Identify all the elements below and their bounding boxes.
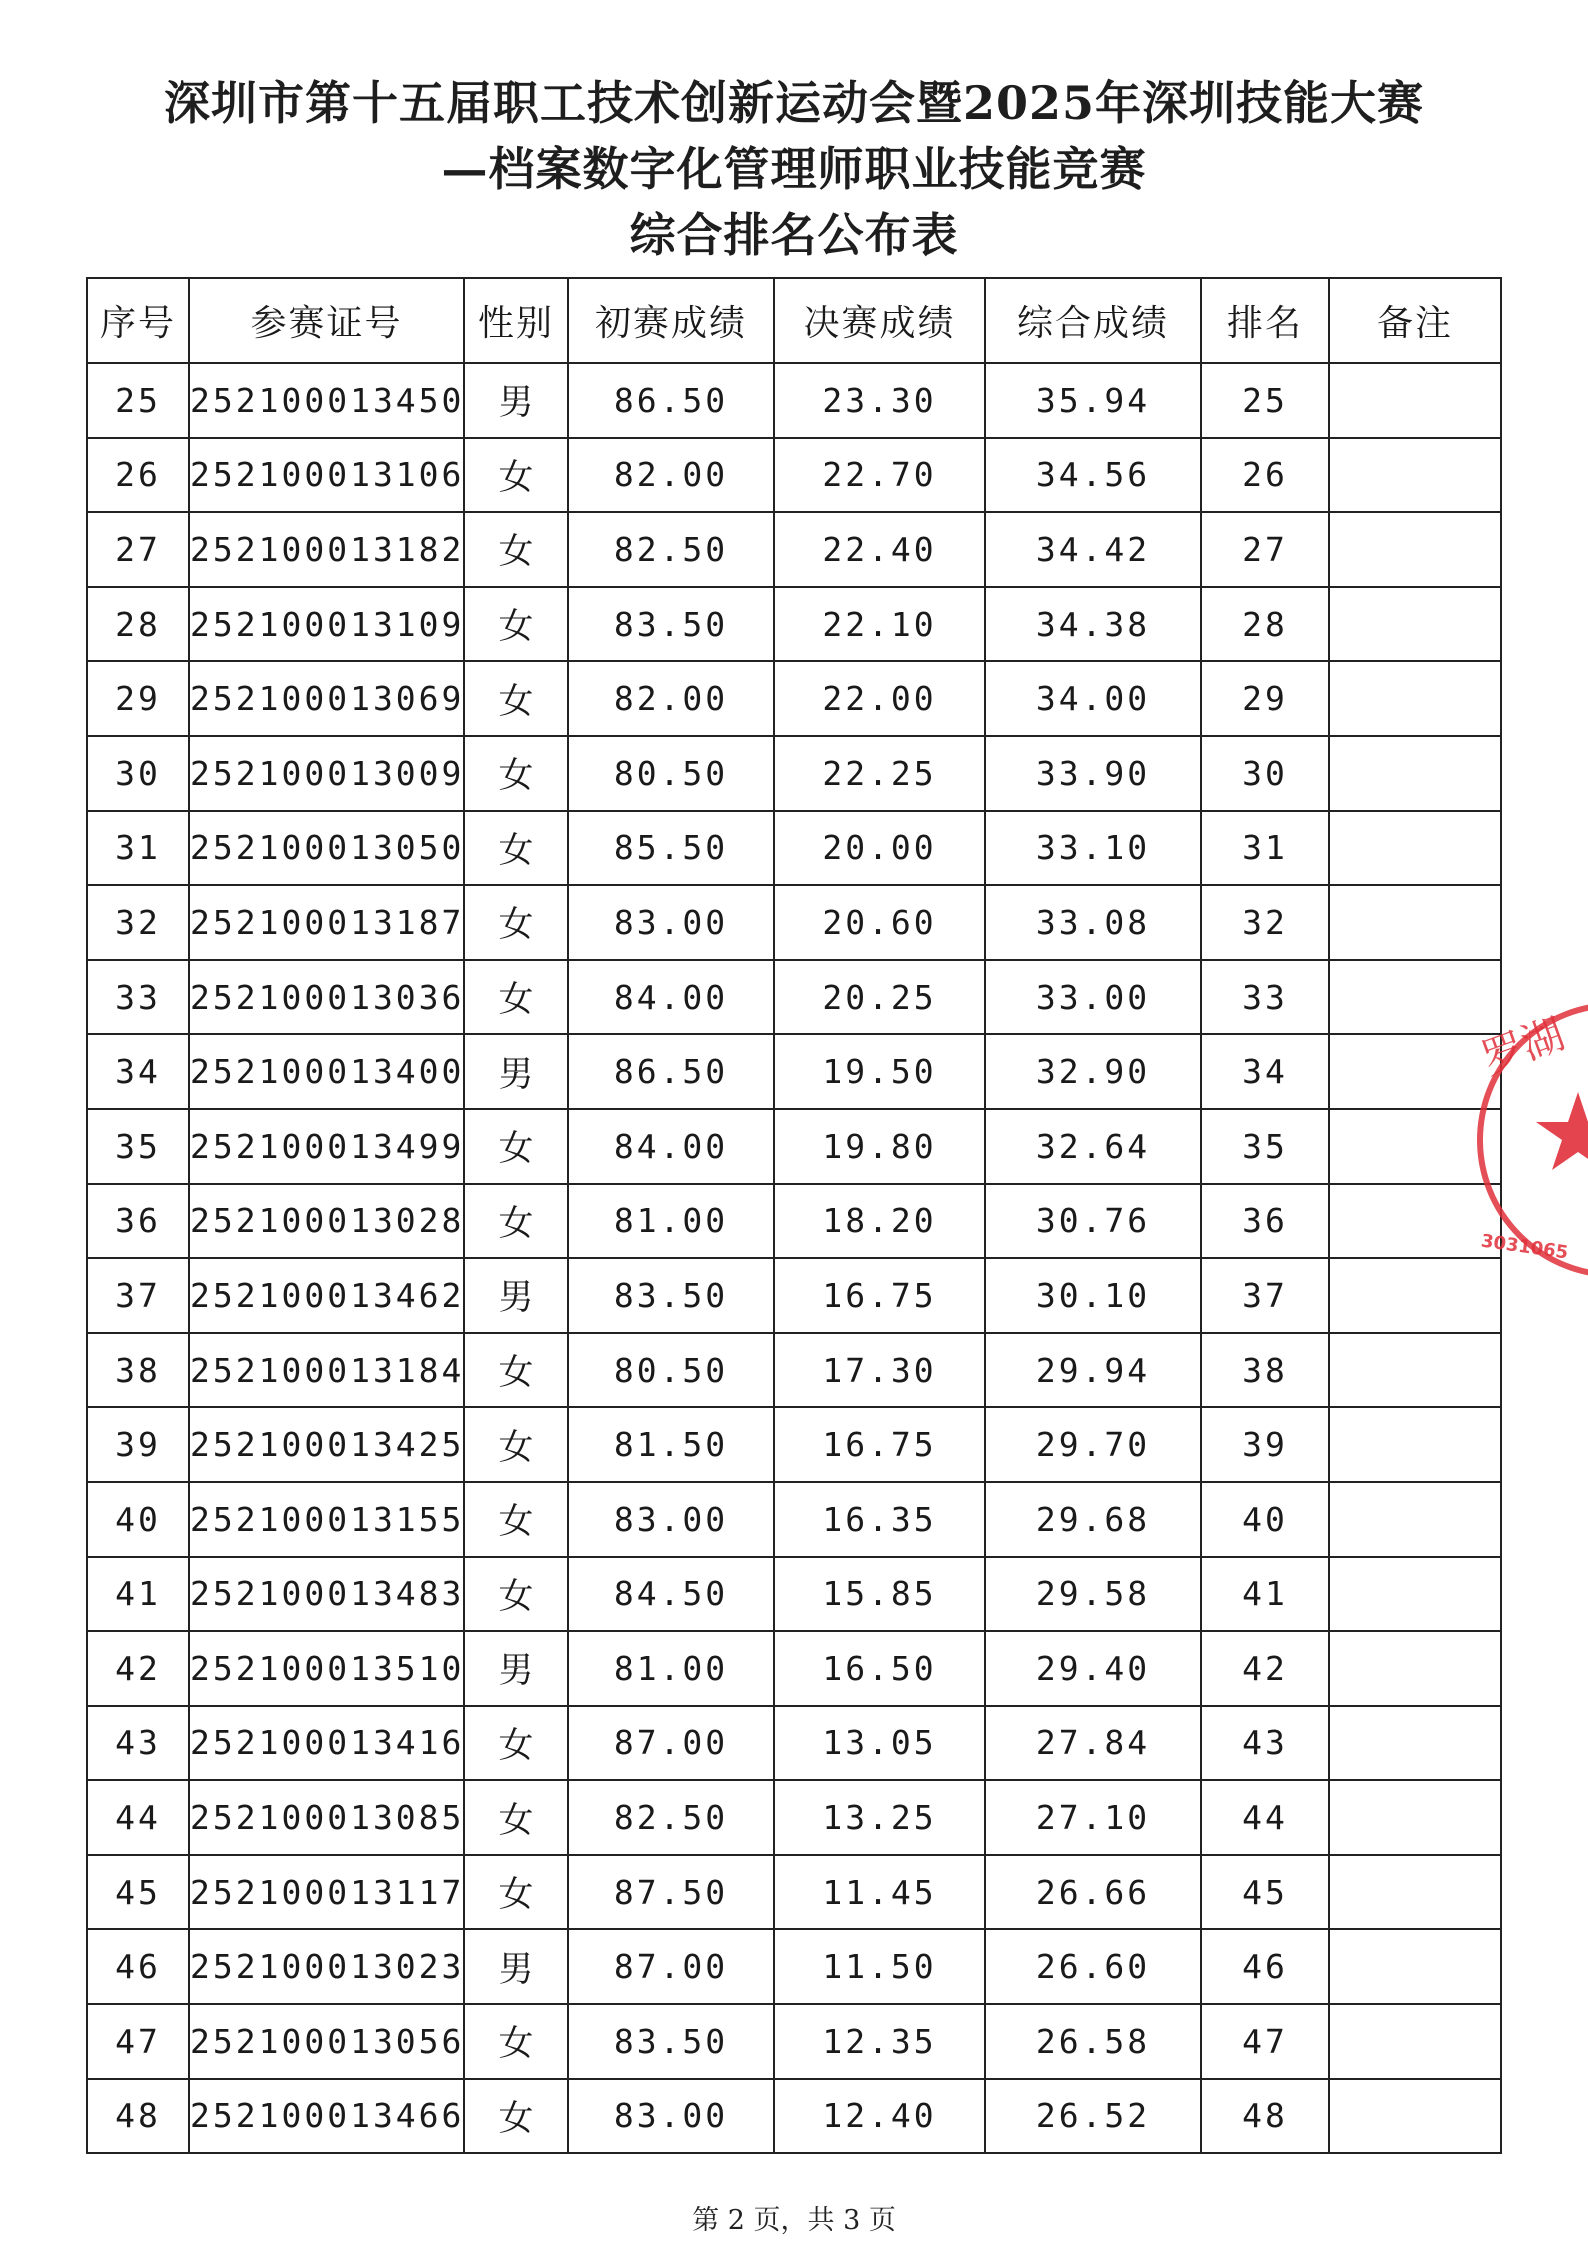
cell-final-score: 13.05 [774,1706,985,1781]
cell-prelim-score: 85.50 [568,811,774,886]
cell-prelim-score: 83.00 [568,1482,774,1557]
table-row [87,736,1501,811]
cell-rank: 32 [1201,885,1329,960]
cell-entry-id: 252100013400 [189,1034,464,1109]
cell-seq: 42 [87,1631,189,1706]
cell-entry-id: 252100013069 [189,661,464,736]
cell-final-score: 22.40 [774,512,985,587]
cell-remark [1329,1780,1501,1855]
column-header: 性别 [464,278,568,363]
document-title [0,70,1588,268]
cell-entry-id: 252100013184 [189,1333,464,1408]
table-header-row [87,278,1501,363]
table-row [87,1333,1501,1408]
cell-final-score: 22.70 [774,438,985,513]
cell-final-score: 16.75 [774,1407,985,1482]
table-row [87,1034,1501,1109]
cell-seq: 39 [87,1407,189,1482]
cell-final-score: 15.85 [774,1557,985,1632]
cell-seq: 47 [87,2004,189,2079]
cell-entry-id: 252100013056 [189,2004,464,2079]
table-row [87,1109,1501,1184]
cell-final-score: 20.60 [774,885,985,960]
cell-remark [1329,1333,1501,1408]
cell-seq: 46 [87,1929,189,2004]
cell-seq: 28 [87,587,189,662]
table-row [87,1557,1501,1632]
table-row [87,1929,1501,2004]
cell-prelim-score: 83.00 [568,885,774,960]
cell-prelim-score: 84.50 [568,1557,774,1632]
cell-entry-id: 252100013117 [189,1855,464,1930]
cell-prelim-score: 81.00 [568,1184,774,1259]
cell-overall-score: 29.68 [985,1482,1201,1557]
official-seal [1460,980,1588,1300]
page-footer: 第 2 页，共 3 页 [692,2205,896,2236]
cell-overall-score: 34.00 [985,661,1201,736]
cell-remark [1329,2004,1501,2079]
cell-entry-id: 252100013036 [189,960,464,1035]
cell-rank: 35 [1201,1109,1329,1184]
cell-gender: 女 [464,2004,568,2079]
cell-rank: 43 [1201,1706,1329,1781]
seal-number: 3031065 [1479,1230,1570,1264]
cell-gender: 男 [464,1631,568,1706]
cell-overall-score: 32.90 [985,1034,1201,1109]
table-row [87,438,1501,513]
cell-rank: 36 [1201,1184,1329,1259]
cell-seq: 36 [87,1184,189,1259]
table-row [87,885,1501,960]
cell-prelim-score: 84.00 [568,1109,774,1184]
cell-final-score: 22.00 [774,661,985,736]
table-row [87,2004,1501,2079]
table-row [87,1631,1501,1706]
cell-remark [1329,1407,1501,1482]
cell-gender: 男 [464,1929,568,2004]
cell-seq: 38 [87,1333,189,1408]
cell-rank: 42 [1201,1631,1329,1706]
cell-gender: 女 [464,1482,568,1557]
cell-gender: 女 [464,736,568,811]
cell-seq: 27 [87,512,189,587]
cell-prelim-score: 80.50 [568,736,774,811]
cell-rank: 28 [1201,587,1329,662]
cell-overall-score: 27.84 [985,1706,1201,1781]
cell-gender: 女 [464,885,568,960]
table-row [87,2079,1501,2154]
cell-overall-score: 34.38 [985,587,1201,662]
table-body [87,363,1501,2153]
cell-remark [1329,363,1501,438]
cell-rank: 48 [1201,2079,1329,2154]
column-header: 序号 [87,278,189,363]
cell-seq: 33 [87,960,189,1035]
cell-rank: 45 [1201,1855,1329,1930]
cell-entry-id: 252100013187 [189,885,464,960]
cell-final-score: 20.00 [774,811,985,886]
cell-entry-id: 252100013483 [189,1557,464,1632]
cell-prelim-score: 82.00 [568,438,774,513]
cell-overall-score: 26.60 [985,1929,1201,2004]
cell-overall-score: 26.66 [985,1855,1201,1930]
cell-remark [1329,1855,1501,1930]
column-header: 决赛成绩 [774,278,985,363]
cell-entry-id: 252100013182 [189,512,464,587]
cell-seq: 26 [87,438,189,513]
table-row [87,960,1501,1035]
cell-gender: 女 [464,960,568,1035]
cell-gender: 女 [464,1855,568,1930]
cell-entry-id: 252100013425 [189,1407,464,1482]
cell-entry-id: 252100013466 [189,2079,464,2154]
cell-seq: 29 [87,661,189,736]
cell-entry-id: 252100013028 [189,1184,464,1259]
cell-seq: 43 [87,1706,189,1781]
cell-overall-score: 34.42 [985,512,1201,587]
cell-rank: 25 [1201,363,1329,438]
cell-entry-id: 252100013050 [189,811,464,886]
cell-remark [1329,1557,1501,1632]
cell-final-score: 11.45 [774,1855,985,1930]
cell-seq: 40 [87,1482,189,1557]
cell-rank: 30 [1201,736,1329,811]
cell-prelim-score: 81.50 [568,1407,774,1482]
cell-gender: 男 [464,1034,568,1109]
cell-prelim-score: 83.50 [568,1258,774,1333]
cell-overall-score: 27.10 [985,1780,1201,1855]
cell-overall-score: 33.10 [985,811,1201,886]
cell-remark [1329,587,1501,662]
cell-final-score: 16.50 [774,1631,985,1706]
table-row [87,1855,1501,1930]
table-row [87,661,1501,736]
cell-prelim-score: 87.50 [568,1855,774,1930]
cell-prelim-score: 81.00 [568,1631,774,1706]
cell-seq: 25 [87,363,189,438]
cell-seq: 45 [87,1855,189,1930]
cell-final-score: 20.25 [774,960,985,1035]
cell-final-score: 16.35 [774,1482,985,1557]
table-row [87,1407,1501,1482]
cell-gender: 女 [464,1557,568,1632]
cell-entry-id: 252100013499 [189,1109,464,1184]
cell-gender: 女 [464,1184,568,1259]
cell-entry-id: 252100013462 [189,1258,464,1333]
cell-remark [1329,736,1501,811]
cell-entry-id: 252100013109 [189,587,464,662]
cell-final-score: 22.25 [774,736,985,811]
cell-final-score: 19.50 [774,1034,985,1109]
cell-gender: 男 [464,1258,568,1333]
cell-gender: 女 [464,512,568,587]
cell-rank: 41 [1201,1557,1329,1632]
cell-rank: 40 [1201,1482,1329,1557]
cell-seq: 34 [87,1034,189,1109]
table-row [87,1780,1501,1855]
cell-seq: 44 [87,1780,189,1855]
column-header: 参赛证号 [189,278,464,363]
cell-entry-id: 252100013023 [189,1929,464,2004]
cell-overall-score: 29.58 [985,1557,1201,1632]
column-header: 排名 [1201,278,1329,363]
cell-rank: 27 [1201,512,1329,587]
cell-final-score: 16.75 [774,1258,985,1333]
cell-gender: 女 [464,1407,568,1482]
column-header: 综合成绩 [985,278,1201,363]
cell-seq: 37 [87,1258,189,1333]
cell-rank: 38 [1201,1333,1329,1408]
cell-rank: 37 [1201,1258,1329,1333]
cell-overall-score: 33.00 [985,960,1201,1035]
cell-remark [1329,1631,1501,1706]
cell-prelim-score: 87.00 [568,1706,774,1781]
cell-final-score: 19.80 [774,1109,985,1184]
table-row [87,1482,1501,1557]
table-row [87,587,1501,662]
cell-gender: 女 [464,1780,568,1855]
cell-entry-id: 252100013450 [189,363,464,438]
cell-prelim-score: 83.50 [568,2004,774,2079]
cell-gender: 女 [464,1333,568,1408]
cell-overall-score: 33.08 [985,885,1201,960]
cell-overall-score: 30.76 [985,1184,1201,1259]
column-header: 初赛成绩 [568,278,774,363]
cell-remark [1329,1706,1501,1781]
cell-remark [1329,2079,1501,2154]
cell-rank: 26 [1201,438,1329,513]
cell-rank: 44 [1201,1780,1329,1855]
cell-rank: 46 [1201,1929,1329,2004]
cell-remark [1329,811,1501,886]
cell-seq: 48 [87,2079,189,2154]
ranking-table [86,277,1502,2154]
cell-rank: 29 [1201,661,1329,736]
cell-gender: 女 [464,811,568,886]
cell-prelim-score: 86.50 [568,363,774,438]
cell-final-score: 23.30 [774,363,985,438]
table-row [87,1258,1501,1333]
table-row [87,363,1501,438]
cell-entry-id: 252100013510 [189,1631,464,1706]
cell-remark [1329,885,1501,960]
cell-overall-score: 35.94 [985,363,1201,438]
cell-gender: 男 [464,363,568,438]
cell-overall-score: 26.52 [985,2079,1201,2154]
cell-prelim-score: 84.00 [568,960,774,1035]
cell-prelim-score: 82.50 [568,512,774,587]
cell-rank: 34 [1201,1034,1329,1109]
cell-final-score: 17.30 [774,1333,985,1408]
cell-overall-score: 34.56 [985,438,1201,513]
cell-rank: 39 [1201,1407,1329,1482]
cell-remark [1329,661,1501,736]
cell-final-score: 12.35 [774,2004,985,2079]
cell-prelim-score: 82.00 [568,661,774,736]
cell-gender: 女 [464,2079,568,2154]
cell-remark [1329,1929,1501,2004]
table-row [87,1706,1501,1781]
cell-seq: 41 [87,1557,189,1632]
cell-final-score: 12.40 [774,2079,985,2154]
cell-gender: 女 [464,661,568,736]
cell-gender: 女 [464,1706,568,1781]
cell-overall-score: 29.40 [985,1631,1201,1706]
cell-entry-id: 252100013085 [189,1780,464,1855]
cell-remark [1329,438,1501,513]
cell-seq: 35 [87,1109,189,1184]
title-line-2: —档案数字化管理师职业技能竞赛 [441,142,1147,196]
cell-seq: 31 [87,811,189,886]
cell-prelim-score: 83.00 [568,2079,774,2154]
cell-overall-score: 26.58 [985,2004,1201,2079]
cell-seq: 32 [87,885,189,960]
cell-remark [1329,512,1501,587]
table-row [87,811,1501,886]
cell-entry-id: 252100013416 [189,1706,464,1781]
seal-text: 罗湖 [1475,1008,1571,1084]
cell-overall-score: 29.70 [985,1407,1201,1482]
cell-seq: 30 [87,736,189,811]
table-row [87,1184,1501,1259]
cell-final-score: 18.20 [774,1184,985,1259]
cell-final-score: 22.10 [774,587,985,662]
cell-rank: 33 [1201,960,1329,1035]
cell-prelim-score: 80.50 [568,1333,774,1408]
cell-overall-score: 32.64 [985,1109,1201,1184]
cell-gender: 女 [464,1109,568,1184]
cell-final-score: 13.25 [774,1780,985,1855]
title-line-3: 综合排名公布表 [629,208,959,262]
cell-entry-id: 252100013155 [189,1482,464,1557]
seal-star-icon [1536,1092,1588,1170]
cell-overall-score: 30.10 [985,1258,1201,1333]
cell-gender: 女 [464,587,568,662]
cell-final-score: 11.50 [774,1929,985,2004]
column-header: 备注 [1329,278,1501,363]
cell-prelim-score: 83.50 [568,587,774,662]
cell-entry-id: 252100013106 [189,438,464,513]
cell-entry-id: 252100013009 [189,736,464,811]
cell-remark [1329,1482,1501,1557]
cell-prelim-score: 86.50 [568,1034,774,1109]
cell-rank: 47 [1201,2004,1329,2079]
cell-overall-score: 33.90 [985,736,1201,811]
cell-gender: 女 [464,438,568,513]
table-row [87,512,1501,587]
cell-overall-score: 29.94 [985,1333,1201,1408]
cell-prelim-score: 87.00 [568,1929,774,2004]
title-line-1: 深圳市第十五届职工技术创新运动会暨2025年深圳技能大赛 [163,76,1425,130]
cell-rank: 31 [1201,811,1329,886]
cell-prelim-score: 82.50 [568,1780,774,1855]
